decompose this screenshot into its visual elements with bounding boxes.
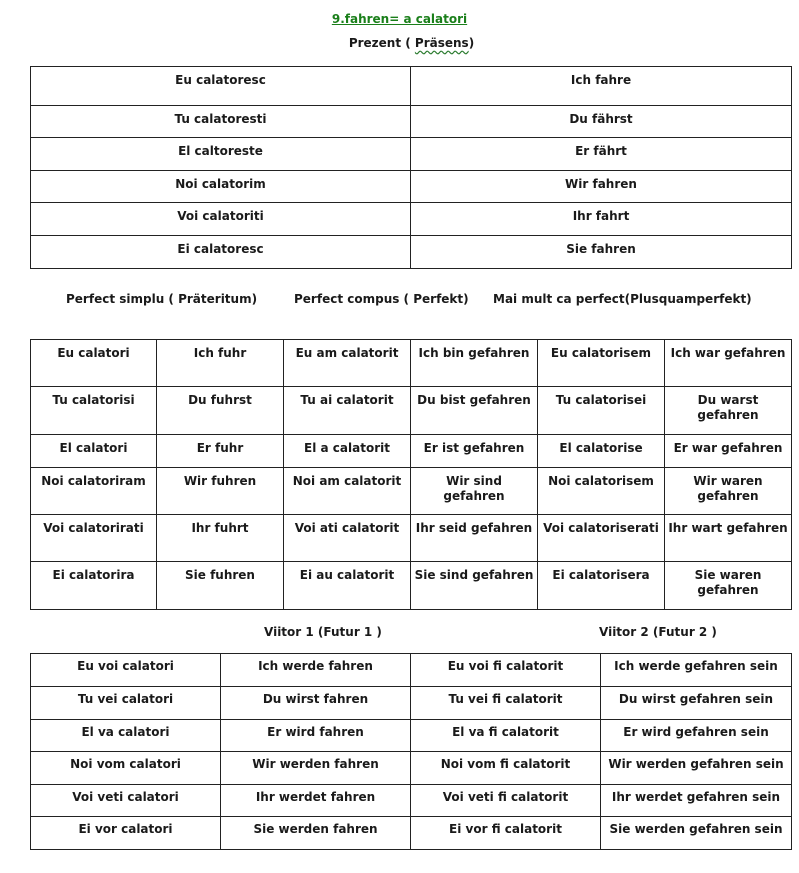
future-cell: El va calatori	[31, 720, 221, 752]
future-cell: Voi veti fi calatorit	[411, 785, 601, 817]
past-cell: El a calatorit	[284, 435, 411, 468]
present-de-2: Du fährst	[411, 106, 792, 138]
present-ro-6: Ei calatoresc	[31, 236, 411, 269]
past-cell: Er fuhr	[157, 435, 284, 468]
present-de-1: Ich fahre	[411, 67, 792, 106]
present-ro-2: Tu calatoresti	[31, 106, 411, 138]
past-cell: Ich bin gefahren	[411, 340, 538, 387]
future-cell: Tu vei calatori	[31, 687, 221, 720]
future-cell: Ihr werdet gefahren sein	[601, 785, 792, 817]
past-cell: Er war gefahren	[665, 435, 792, 468]
past-cell: Wir sind gefahren	[411, 468, 538, 515]
future-cell: Sie werden fahren	[221, 817, 411, 850]
past-cell: Ihr wart gefahren	[665, 515, 792, 562]
past-tenses-table	[30, 339, 792, 610]
future-cell: Wir werden gefahren sein	[601, 752, 792, 785]
present-ro-4: Noi calatorim	[31, 171, 411, 203]
future-cell: Wir werden fahren	[221, 752, 411, 785]
past-cell: Noi am calatorit	[284, 468, 411, 515]
perfect-compus-heading: Perfect compus ( Perfekt)	[294, 292, 469, 306]
past-cell: Wir fuhren	[157, 468, 284, 515]
past-cell: Du fuhrst	[157, 387, 284, 435]
past-cell: Ei calatorira	[31, 562, 157, 610]
past-cell: Er ist gefahren	[411, 435, 538, 468]
past-cell: Ihr fuhrt	[157, 515, 284, 562]
past-cell: Voi calatorirati	[31, 515, 157, 562]
past-cell: El calatori	[31, 435, 157, 468]
future-cell: Du wirst gefahren sein	[601, 687, 792, 720]
past-cell: Du warst gefahren	[665, 387, 792, 435]
past-cell: Tu calatorisei	[538, 387, 665, 435]
past-cell: Eu am calatorit	[284, 340, 411, 387]
past-cell: El calatorise	[538, 435, 665, 468]
past-cell: Tu ai calatorit	[284, 387, 411, 435]
past-cell: Ei calatorisera	[538, 562, 665, 610]
future-cell: Ei vor fi calatorit	[411, 817, 601, 850]
future-cell: Noi vom calatori	[31, 752, 221, 785]
future-cell: Tu vei fi calatorit	[411, 687, 601, 720]
viitor-1-heading: Viitor 1 (Futur 1 )	[264, 625, 382, 639]
future-cell: Eu voi calatori	[31, 654, 221, 687]
plusquamperfekt-heading: Mai mult ca perfect(Plusquamperfekt)	[493, 292, 752, 306]
present-heading-prefix: Prezent (	[348, 36, 415, 50]
future-cell: Sie werden gefahren sein	[601, 817, 792, 850]
past-cell: Noi calatorisem	[538, 468, 665, 515]
past-cell: Sie sind gefahren	[411, 562, 538, 610]
viitor-2-heading: Viitor 2 (Futur 2 )	[599, 625, 717, 639]
present-ro-5: Voi calatoriti	[31, 203, 411, 236]
past-cell: Eu calatori	[31, 340, 157, 387]
past-cell: Wir waren gefahren	[665, 468, 792, 515]
future-cell: El va fi calatorit	[411, 720, 601, 752]
future-cell: Du wirst fahren	[221, 687, 411, 720]
present-de-6: Sie fahren	[411, 236, 792, 269]
present-de-4: Wir fahren	[411, 171, 792, 203]
present-de-3: Er fährt	[411, 138, 792, 171]
future-cell: Noi vom fi calatorit	[411, 752, 601, 785]
future-cell: Er wird fahren	[221, 720, 411, 752]
present-heading-word: Präsens	[414, 36, 469, 50]
present-de-5: Ihr fahrt	[411, 203, 792, 236]
future-cell: Eu voi fi calatorit	[411, 654, 601, 687]
present-heading-suffix: )	[468, 36, 475, 50]
present-ro-3: El caltoreste	[31, 138, 411, 171]
past-cell: Sie waren gefahren	[665, 562, 792, 610]
past-cell: Ich war gefahren	[665, 340, 792, 387]
present-ro-1: Eu calatoresc	[31, 67, 411, 106]
present-heading	[0, 36, 799, 50]
past-cell: Ich fuhr	[157, 340, 284, 387]
past-cell: Voi calatoriserati	[538, 515, 665, 562]
present-table	[30, 66, 792, 269]
future-cell: Ich werde gefahren sein	[601, 654, 792, 687]
future-cell: Voi veti calatori	[31, 785, 221, 817]
perfect-simplu-heading: Perfect simplu ( Präteritum)	[66, 292, 258, 306]
past-cell: Voi ati calatorit	[284, 515, 411, 562]
past-cell: Ei au calatorit	[284, 562, 411, 610]
past-cell: Tu calatorisi	[31, 387, 157, 435]
past-cell: Ihr seid gefahren	[411, 515, 538, 562]
page-title: 9.fahren= a calatori	[331, 12, 468, 26]
future-cell: Ich werde fahren	[221, 654, 411, 687]
future-cell: Ei vor calatori	[31, 817, 221, 850]
past-cell: Sie fuhren	[157, 562, 284, 610]
past-cell: Noi calatoriram	[31, 468, 157, 515]
future-cell: Ihr werdet fahren	[221, 785, 411, 817]
future-cell: Er wird gefahren sein	[601, 720, 792, 752]
future-tenses-table	[30, 653, 792, 850]
past-cell: Du bist gefahren	[411, 387, 538, 435]
past-cell: Eu calatorisem	[538, 340, 665, 387]
